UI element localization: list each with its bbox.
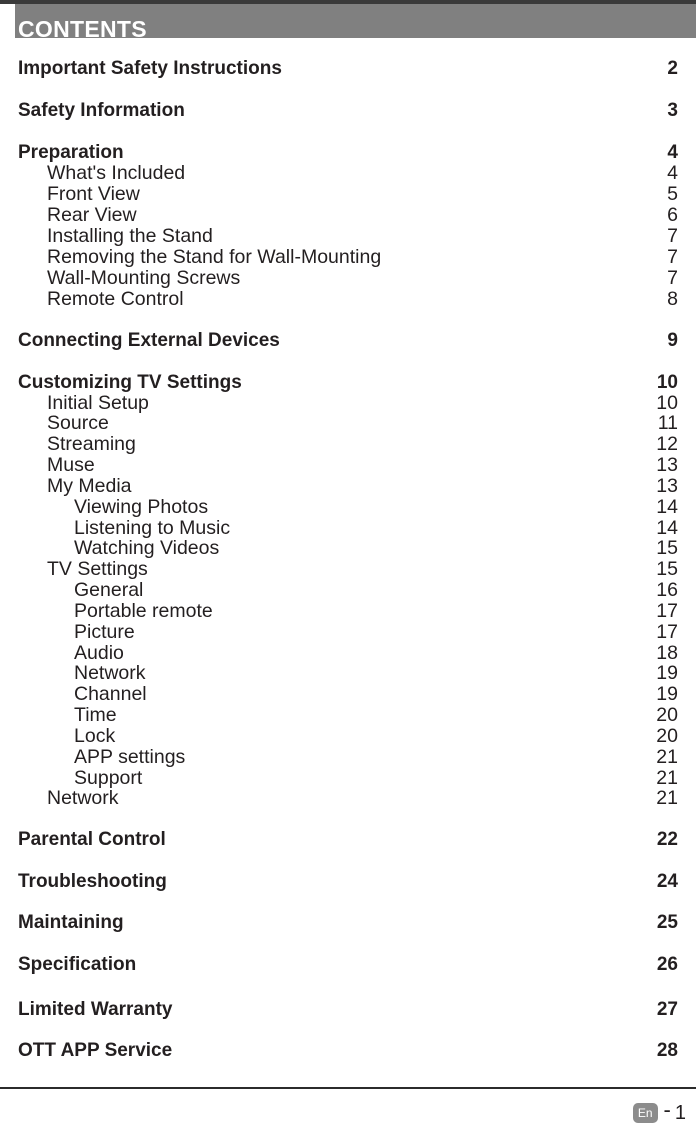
toc-entry — [0, 454, 696, 476]
toc-entry — [0, 162, 696, 184]
toc-entry-title: My Media — [47, 475, 132, 497]
toc-entry — [0, 600, 696, 622]
toc-page-number: 22 — [656, 829, 678, 850]
toc-entry — [0, 662, 696, 684]
language-badge: En — [633, 1103, 658, 1123]
toc-page-number: 11 — [657, 412, 678, 434]
toc-entry-title: Portable remote — [74, 600, 213, 622]
toc-entry — [0, 517, 696, 539]
toc-entry-title: What's Included — [47, 162, 186, 184]
toc-page-number: 25 — [656, 912, 678, 933]
toc-entry — [0, 225, 696, 247]
toc-page-number: 15 — [656, 558, 678, 580]
toc-entry-title: APP settings — [74, 746, 186, 768]
toc-entry-title: Wall-Mounting Screws — [47, 267, 241, 289]
toc-page-number: 19 — [656, 683, 678, 705]
toc-page-number: 27 — [656, 999, 678, 1020]
toc-entry-title: Source — [47, 412, 109, 434]
toc-page-number: 2 — [667, 58, 678, 79]
toc-page-number: 9 — [667, 330, 678, 351]
toc-page-number: 21 — [656, 746, 678, 768]
toc-entry — [0, 288, 696, 310]
toc-page-number: 8 — [667, 288, 678, 310]
page-footer — [633, 1097, 686, 1125]
toc-entry — [0, 204, 696, 226]
toc-page-number: 3 — [667, 100, 678, 121]
toc-page-number: 4 — [667, 142, 678, 163]
toc-page-number: 19 — [656, 662, 678, 684]
toc-entry — [0, 746, 696, 768]
toc-page-number: 17 — [656, 621, 678, 643]
toc-page-number: 16 — [656, 579, 678, 601]
toc-entry — [0, 558, 696, 580]
toc-entry-title: Safety Information — [18, 100, 185, 121]
page-title: CONTENTS — [18, 16, 147, 42]
toc-section — [0, 912, 696, 934]
toc-entry — [0, 412, 696, 434]
toc-entry — [0, 267, 696, 289]
toc-entry-title: Troubleshooting — [18, 871, 167, 892]
toc-section — [0, 1040, 696, 1062]
toc-entry-title: Remote Control — [47, 288, 184, 310]
toc-page-number: 6 — [667, 204, 678, 226]
toc-entry-title: Channel — [74, 683, 147, 705]
toc-entry — [0, 642, 696, 664]
toc-page-number: 28 — [656, 1040, 678, 1061]
toc-entry — [0, 767, 696, 789]
toc-section — [0, 100, 696, 122]
toc-entry — [0, 579, 696, 601]
toc-entry-title: Maintaining — [18, 912, 124, 933]
toc-entry-title: Viewing Photos — [74, 496, 209, 518]
toc-section — [0, 999, 696, 1021]
toc-entry-title: Listening to Music — [74, 517, 231, 539]
toc-entry-title: Rear View — [47, 204, 137, 226]
toc-entry — [0, 433, 696, 455]
toc-entry-title: Picture — [74, 621, 135, 643]
toc-entry — [0, 496, 696, 518]
toc-page-number: 15 — [656, 537, 678, 559]
toc-section — [0, 954, 696, 976]
toc-entry-title: Lock — [74, 725, 116, 747]
toc-page-number: 10 — [656, 392, 678, 414]
toc-page-number: 7 — [667, 267, 678, 289]
toc-entry-title: Network — [74, 662, 146, 684]
toc-page-number: 20 — [656, 725, 678, 747]
toc-entry-title: Installing the Stand — [47, 225, 213, 247]
toc-entry — [0, 683, 696, 705]
page-number: 1 — [674, 1101, 686, 1124]
toc-entry-title: Important Safety Instructions — [18, 58, 282, 79]
toc-page-number: 14 — [656, 517, 678, 539]
toc-page-number: 21 — [656, 787, 678, 809]
toc-entry-title: Limited Warranty — [18, 999, 173, 1020]
page-number-separator: - — [663, 1097, 671, 1122]
toc-entry — [0, 621, 696, 643]
toc-entry-title: Streaming — [47, 433, 136, 455]
toc-entry-title: Muse — [47, 454, 95, 476]
toc-page-number: 17 — [656, 600, 678, 622]
toc-entry-title: Connecting External Devices — [18, 330, 280, 351]
toc-entry-title: General — [74, 579, 144, 601]
toc-entry-title: Time — [74, 704, 117, 726]
toc-entry-title: OTT APP Service — [18, 1040, 173, 1061]
toc-entry-title: Preparation — [18, 142, 124, 163]
bottom-rule — [0, 1087, 696, 1089]
toc-entry — [0, 392, 696, 414]
toc-section — [0, 330, 696, 352]
toc-entry-title: TV Settings — [47, 558, 148, 580]
toc-section — [0, 58, 696, 80]
toc-page-number: 7 — [667, 225, 678, 247]
toc-entry — [0, 725, 696, 747]
toc-entry-title: Specification — [18, 954, 137, 975]
toc-entry-title: Support — [74, 767, 143, 789]
toc-page-number: 13 — [656, 454, 678, 476]
toc-page-number: 21 — [656, 767, 678, 789]
toc-entry-title: Parental Control — [18, 829, 166, 850]
toc-page-number: 5 — [667, 183, 678, 205]
toc-page-number: 24 — [656, 871, 678, 892]
toc-page-number: 14 — [656, 496, 678, 518]
toc-entry — [0, 183, 696, 205]
toc-section — [0, 829, 696, 851]
toc-entry-title: Initial Setup — [47, 392, 149, 414]
toc-entry — [0, 475, 696, 497]
toc-page-number: 12 — [656, 433, 678, 455]
toc-entry-title: Customizing TV Settings — [18, 372, 242, 393]
toc-entry — [0, 704, 696, 726]
toc-entry-title: Removing the Stand for Wall-Mounting — [47, 246, 382, 268]
toc-entry-title: Watching Videos — [74, 537, 220, 559]
toc-entry — [0, 246, 696, 268]
toc-entry-title: Audio — [74, 642, 124, 664]
toc-page-number: 13 — [656, 475, 678, 497]
toc-page-number: 7 — [667, 246, 678, 268]
toc-section — [0, 142, 696, 164]
toc-section — [0, 372, 696, 394]
toc-entry-title: Front View — [47, 183, 140, 205]
toc-page-number: 18 — [656, 642, 678, 664]
toc-page-number: 20 — [656, 704, 678, 726]
toc-entry — [0, 787, 696, 809]
toc-page-number: 10 — [656, 372, 678, 393]
toc-entry — [0, 537, 696, 559]
toc-section — [0, 871, 696, 893]
toc-page-number: 26 — [656, 954, 678, 975]
toc-entry-title: Network — [47, 787, 119, 809]
toc-page-number: 4 — [667, 162, 678, 184]
